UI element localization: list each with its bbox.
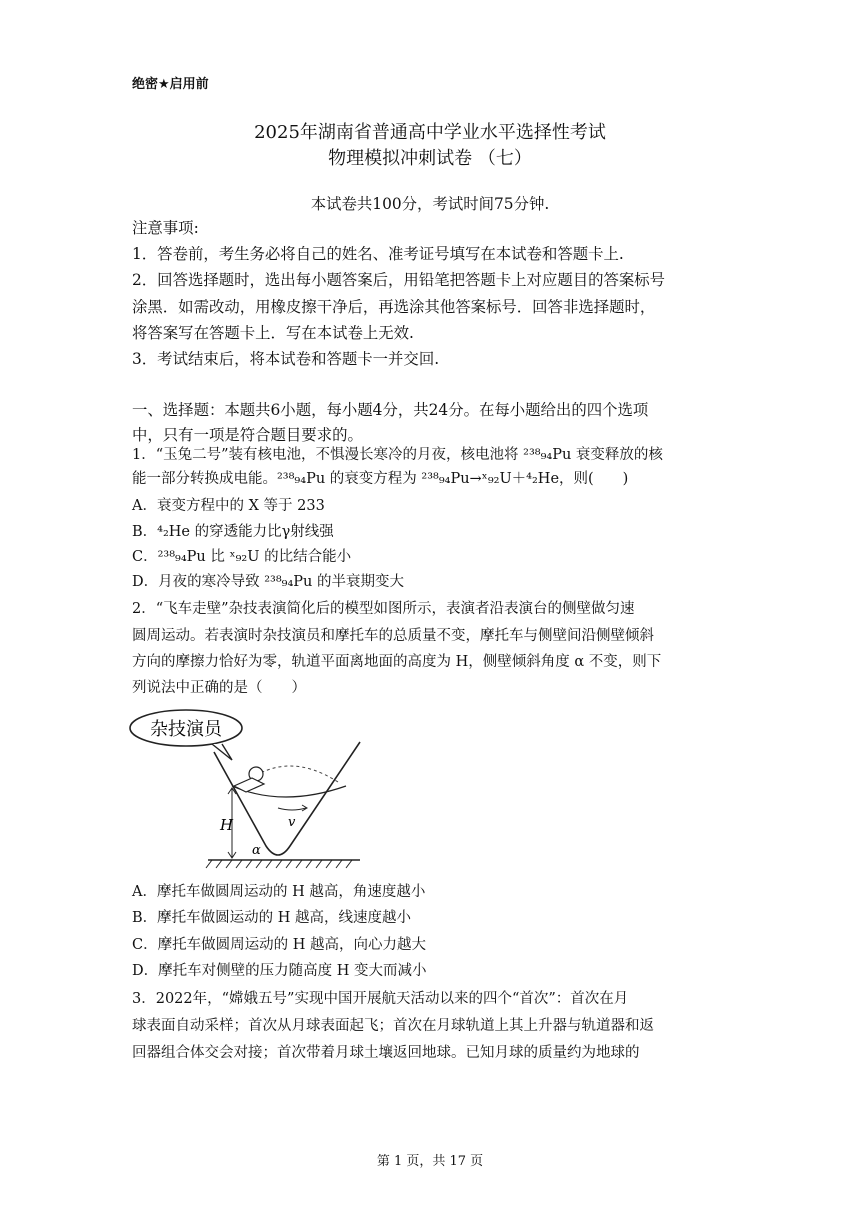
question-3-text: 3．2022年，“嫦娥五号”实现中国开展航天活动以来的四个“首次”：首次在月 xyxy=(132,991,629,1007)
question-2-text: 2．“飞车走壁”杂技表演简化后的模型如图所示，表演者沿表演台的侧壁做匀速 xyxy=(132,601,635,617)
notice-line: 3．考试结束后，将本试卷和答题卡一并交回. xyxy=(132,350,440,368)
question-2-option-d: D．摩托车对侧壁的压力随高度 H 变大而减小 xyxy=(132,963,427,979)
stunt-diagram xyxy=(128,708,364,870)
confidential-mark: 绝密★启用前 xyxy=(132,77,209,92)
question-1-text: 能一部分转换成电能。²³⁸₉₄Pu 的衰变方程为 ²³⁸₉₄Pu→ˣ₉₂U＋⁴₂He，则( ) xyxy=(132,471,629,487)
question-1-option-b: B．⁴₂He 的穿透能力比γ射线强 xyxy=(132,524,334,540)
exam-title: 2025年湖南省普通高中学业水平选择性考试 xyxy=(254,122,606,143)
question-1-option-a: A．衰变方程中的 X 等于 233 xyxy=(132,498,325,514)
question-2-text: 方向的摩擦力恰好为零，轨道平面离地面的高度为 H，侧壁倾斜角度 α 不变，则下 xyxy=(132,654,662,670)
bubble-tail xyxy=(212,744,232,760)
bubble-label: 杂技演员 xyxy=(150,719,222,740)
question-3-text: 回器组合体交会对接；首次带着月球土壤返回地球。已知月球的质量约为地球的 xyxy=(132,1045,640,1061)
angle-label: α xyxy=(252,843,261,858)
height-label: H xyxy=(220,816,234,834)
notice-line: 2．回答选择题时，选出每小题答案后，用铅笔把答题卡上对应题目的答案标号 xyxy=(132,271,666,289)
stunt-diagram-svg xyxy=(128,708,364,870)
question-2-option-a: A．摩托车做圆周运动的 H 越高，角速度越小 xyxy=(132,884,426,900)
question-1-text: 1．“玉兔二号”装有核电池，不惧漫长寒冷的月夜，核电池将 ²³⁸₉₄Pu 衰变释放的核 xyxy=(132,447,663,463)
question-2-option-b: B．摩托车做圆运动的 H 越高，线速度越小 xyxy=(132,910,412,926)
velocity-arrow xyxy=(278,808,306,810)
question-2-text: 列说法中正确的是（ ） xyxy=(132,680,306,696)
section-heading-cont: 中，只有一项是符合题目要求的。 xyxy=(132,426,363,444)
ground-hatch xyxy=(206,860,352,868)
notice-line: 将答案写在答题卡上．写在本试卷上无效. xyxy=(132,324,414,342)
velocity-label: v xyxy=(288,815,296,830)
question-1-option-d: D．月夜的寒冷导致 ²³⁸₉₄Pu 的半衰期变大 xyxy=(132,574,405,590)
question-2-option-c: C．摩托车做圆周运动的 H 越高，向心力越大 xyxy=(132,937,426,953)
question-1-option-c: C．²³⁸₉₄Pu 比 ˣ₉₂U 的比结合能小 xyxy=(132,549,352,565)
exam-subtitle: 物理模拟冲刺试卷 （七） xyxy=(328,148,532,169)
notice-line: 涂黑．如需改动，用橡皮擦干净后，再选涂其他答案标号．回答非选择题时， xyxy=(132,298,656,316)
notice-line: 1．答卷前，考生务必将自己的姓名、准考证号填写在本试卷和答题卡上. xyxy=(132,245,624,263)
question-3-text: 球表面自动采样；首次从月球表面起飞；首次在月球轨道上其上升器与轨道器和返 xyxy=(132,1018,654,1034)
wall-profile xyxy=(214,742,360,855)
section-heading: 一、选择题：本题共6小题，每小题4分，共24分。在每小题给出的四个选项 xyxy=(132,401,649,419)
notice-heading: 注意事项: xyxy=(132,219,199,237)
page-footer: 第 1 页，共 17 页 xyxy=(376,1154,484,1169)
exam-info: 本试卷共100分，考试时间75分钟. xyxy=(310,195,550,213)
question-2-text: 圆周运动。若表演时杂技演员和摩托车的总质量不变，摩托车与侧壁间沿侧壁倾斜 xyxy=(132,628,654,644)
